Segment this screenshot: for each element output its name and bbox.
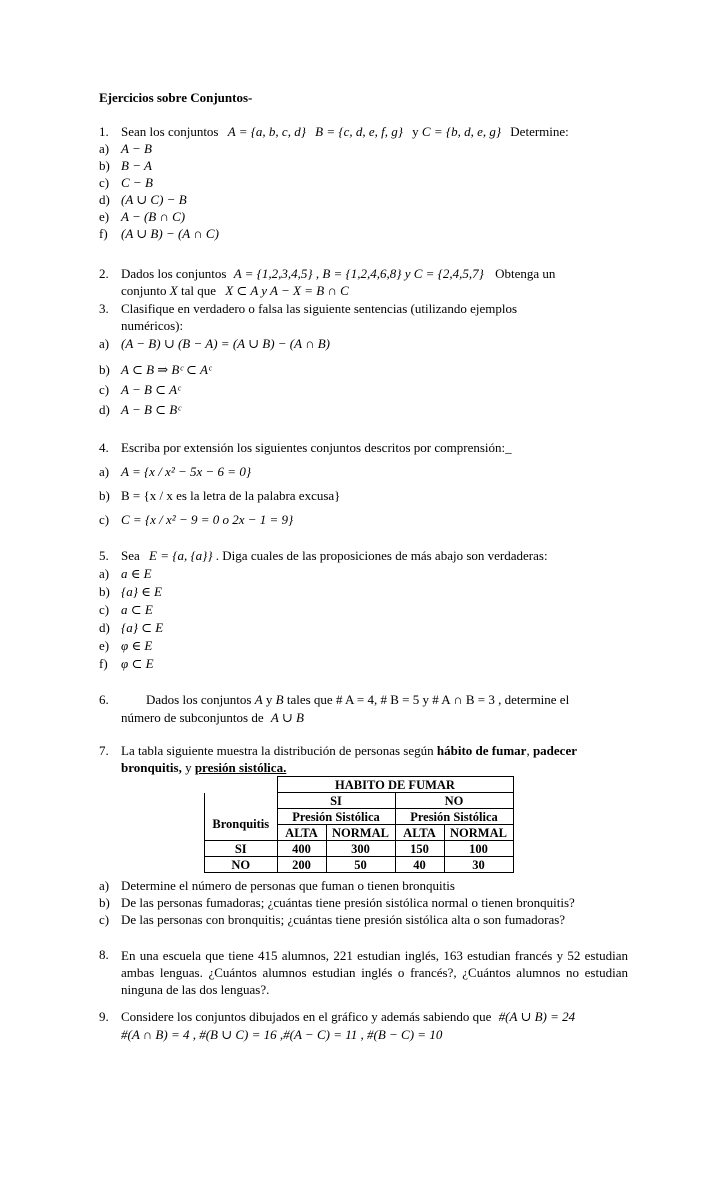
ex1-item-expr: (A ∪ B) − (A ∩ C): [121, 226, 219, 241]
ex5-item-label: e): [99, 638, 110, 653]
ex7-item-text: De las personas fumadoras; ¿cuántas tiene presión sistólica normal o tienen bronquitis?: [121, 895, 575, 910]
ex5-item-expr: {a} ⊂ E: [121, 620, 164, 635]
ex1-item-label: c): [99, 175, 110, 190]
table-col-si: SI: [277, 793, 395, 809]
ex2-tail: Obtenga un: [495, 266, 556, 281]
table-normal-si: NORMAL: [326, 825, 395, 841]
ex7-padecer: padecer: [532, 743, 577, 758]
ex3-item-label: d): [99, 402, 110, 417]
ex7-item-label: c): [99, 912, 110, 927]
ex1-tail: Determine:: [510, 124, 569, 139]
ex1-number: 1.: [99, 124, 109, 139]
table-row: [205, 841, 514, 857]
ex1-item-label: f): [99, 226, 108, 241]
ex2-x: X: [169, 283, 178, 298]
table-row: [205, 857, 514, 873]
ex3-item-label: a): [99, 336, 110, 351]
ex6-rest: tales que # A = 4, # B = 5 y # A ∩ B = 3 , determine el: [286, 692, 570, 707]
ex3-number: 3.: [99, 301, 109, 316]
ex7-line2: [121, 760, 286, 776]
ex4-item-expr: A = {x / x² − 5x − 6 = 0}: [121, 464, 252, 479]
table-cell: 30: [444, 857, 513, 873]
smoking-table: [204, 776, 514, 873]
table-presion-no: Presión Sistólica: [395, 809, 513, 825]
ex4-line1: Escriba por extensión los siguientes conjuntos descritos por comprensión:_: [121, 440, 512, 455]
ex8-text: En una escuela que tiene 415 alumnos, 221 estudian inglés, 163 estudian francés y 52 estudian ambas lenguas. ¿Cuántos alumnos estudian inglés o francés?, ¿Cuántos alumnos no estudian ninguna de las dos lenguas?.: [121, 948, 628, 997]
ex2-number: 2.: [99, 266, 109, 281]
ex1-item-expr: B − A: [121, 158, 152, 173]
ex2-intro: Dados los conjuntos: [121, 266, 227, 281]
ex9-line2: #(A ∩ B) = 4 , #(B ∪ C) = 16 ,#(A − C) = 11 , #(B − C) = 10: [121, 1027, 443, 1042]
ex3-item-label: c): [99, 382, 110, 397]
ex7-item-label: b): [99, 895, 110, 910]
ex1-item-expr: A − B: [121, 141, 152, 156]
ex7-presion: presión sistólica.: [194, 760, 287, 775]
ex4-item-label: c): [99, 512, 110, 527]
ex7-comma: ,: [526, 743, 530, 758]
ex2-expr: X ⊂ A y A − X = B ∩ C: [225, 283, 349, 298]
ex2-conjunto: conjunto: [121, 283, 167, 298]
table-cell: 200: [277, 857, 326, 873]
ex7-bronquitis: bronquitis,: [121, 760, 182, 775]
table-corner: [205, 777, 278, 793]
table-header: HABITO DE FUMAR: [277, 777, 513, 793]
ex5-item-label: b): [99, 584, 110, 599]
ex4-item-expr: B = {x / x es la letra de la palabra excusa}: [121, 488, 341, 503]
ex6-line2-text: número de subconjuntos de: [121, 710, 264, 725]
ex2-tal-que: tal que: [180, 283, 216, 298]
ex6-b: B: [275, 692, 284, 707]
ex5-item-expr: a ⊂ E: [121, 602, 153, 617]
ex5-item-expr: a ∈ E: [121, 566, 152, 581]
ex6-line1: [146, 692, 569, 708]
ex5-item-expr: {a} ∈ E: [121, 584, 162, 599]
ex5-number: 5.: [99, 548, 109, 563]
table-cell: 40: [395, 857, 444, 873]
ex1-intro: [121, 124, 569, 140]
ex5-item-label: f): [99, 656, 108, 671]
ex4-item-expr: C = {x / x² − 9 = 0 o 2x − 1 = 9}: [121, 512, 294, 527]
ex5-sea: Sea: [121, 548, 140, 563]
ex6-a: A: [254, 692, 263, 707]
ex7-intro: La tabla siguiente muestra la distribución de personas según: [121, 743, 434, 758]
table-cell: 150: [395, 841, 444, 857]
ex2-line1: [121, 266, 555, 282]
ex9-union: #(A ∪ B) = 24: [498, 1009, 576, 1024]
ex1-item-label: a): [99, 141, 110, 156]
ex9-intro: Considere los conjuntos dibujados en el gráfico y además sabiendo que: [121, 1009, 492, 1024]
ex1-item-label: d): [99, 192, 110, 207]
ex6-line2: [121, 710, 304, 726]
ex1-item-expr: C − B: [121, 175, 153, 190]
ex6-intro: Dados los conjuntos: [146, 692, 252, 707]
table-alta-si: ALTA: [277, 825, 326, 841]
table-alta-no: ALTA: [395, 825, 444, 841]
ex1-item-label: e): [99, 209, 110, 224]
ex4-number: 4.: [99, 440, 109, 455]
ex1-item-label: b): [99, 158, 110, 173]
table-blank: [205, 793, 278, 809]
table-col-no: NO: [395, 793, 513, 809]
table-normal-no: NORMAL: [444, 825, 513, 841]
ex1-set-b: B = {c, d, e, f, g}: [315, 124, 403, 139]
ex7-item-text: De las personas con bronquitis; ¿cuántas tiene presión sistólica alta o son fumadoras?: [121, 912, 566, 927]
ex6-number: 6.: [99, 692, 109, 707]
ex5-line1: [121, 548, 548, 564]
ex8-number: 8.: [99, 947, 109, 962]
ex5-item-label: a): [99, 566, 110, 581]
ex7-item-text: Determine el número de personas que fuman o tienen bronquitis: [121, 878, 455, 893]
ex2-sets: A = {1,2,3,4,5} , B = {1,2,4,6,8} y C = {2,4,5,7}: [233, 266, 484, 281]
ex1-intro-text: Sean los conjuntos: [121, 124, 219, 139]
ex7-habito: hábito de fumar: [436, 743, 527, 758]
ex5-item-label: d): [99, 620, 110, 635]
ex5-tail: . Diga cuales de las proposiciones de más abajo son verdaderas:: [215, 548, 548, 563]
ex5-item-expr: φ ∈ E: [121, 638, 153, 653]
ex3-line1: Clasifique en verdadero o falsa las siguiente sentencias (utilizando ejemplos: [121, 301, 518, 316]
ex1-y: y: [412, 124, 419, 139]
ex3-item-expr: (A − B) ∪ (B − A) = (A ∪ B) − (A ∩ B): [121, 336, 330, 351]
table-bronquitis-header: Bronquitis: [205, 809, 278, 841]
ex7-y: y: [185, 760, 192, 775]
ex6-y: y: [265, 692, 273, 707]
ex3-item-expr: A ⊂ B ⇒ Bᶜ ⊂ Aᶜ: [121, 362, 212, 377]
page-title: Ejercicios sobre Conjuntos-: [99, 90, 253, 105]
table-cell: 300: [326, 841, 395, 857]
ex4-item-label: b): [99, 488, 110, 503]
ex3-item-expr: A − B ⊂ Bᶜ: [121, 402, 181, 417]
ex2-line2: [121, 283, 349, 299]
ex4-item-label: a): [99, 464, 110, 479]
ex5-item-label: c): [99, 602, 110, 617]
table-cell: 50: [326, 857, 395, 873]
ex1-set-a: A = {a, b, c, d}: [227, 124, 306, 139]
ex1-item-expr: A − (B ∩ C): [121, 209, 186, 224]
ex7-number: 7.: [99, 743, 109, 758]
table-row-label: NO: [205, 857, 278, 873]
ex9-number: 9.: [99, 1009, 109, 1024]
ex6-union: A ∪ B: [270, 710, 304, 725]
table-cell: 100: [444, 841, 513, 857]
table-presion-si: Presión Sistólica: [277, 809, 395, 825]
table-row-label: SI: [205, 841, 278, 857]
ex3-item-label: b): [99, 362, 110, 377]
ex5-set-e: E = {a, {a}}: [149, 548, 213, 563]
ex1-item-expr: (A ∪ C) − B: [121, 192, 187, 207]
ex7-item-label: a): [99, 878, 110, 893]
ex5-item-expr: φ ⊂ E: [121, 656, 154, 671]
ex3-item-expr: A − B ⊂ Aᶜ: [121, 382, 181, 397]
ex7-line1: [121, 743, 577, 759]
table-cell: 400: [277, 841, 326, 857]
ex3-line2: numéricos):: [121, 318, 184, 333]
ex1-set-c: C = {b, d, e, g}: [421, 124, 502, 139]
ex9-line1: [121, 1009, 575, 1025]
